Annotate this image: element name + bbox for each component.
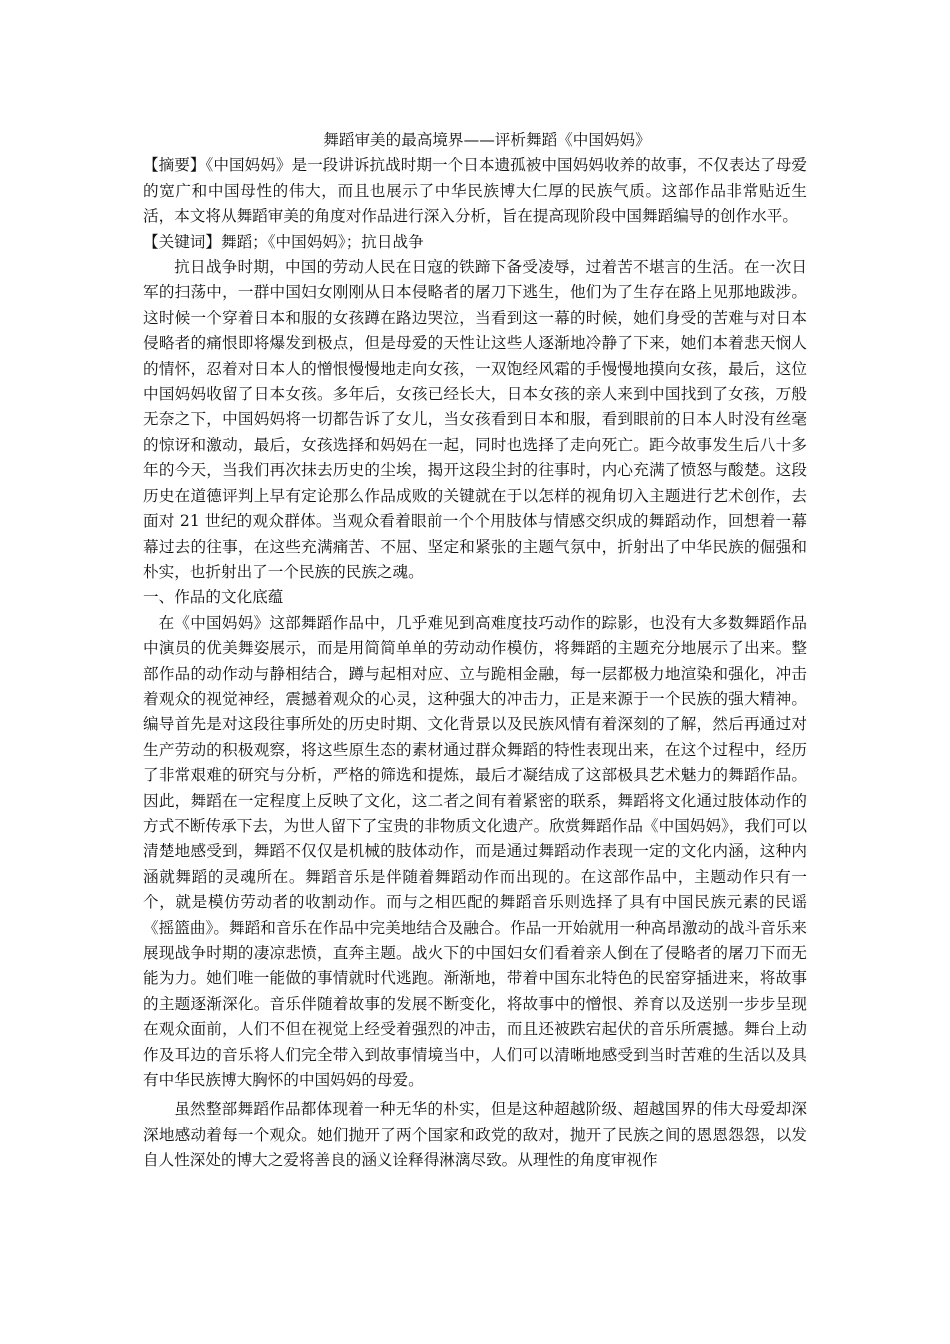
document-title: 舞蹈审美的最高境界——评析舞蹈《中国妈妈》 xyxy=(323,131,651,149)
final-paragraph: 虽然整部舞蹈作品都体现着一种无华的朴实，但是这种超越阶级、超越国界的伟大母爱却深深地感动着每一个观众。她们抛开了两个国家和政党的敌对，抛开了民族之间的恩恩怨怨，以发自人性深处的博大之爱将善良的涵义诠释得淋漓尽致。从理性的角度审视作 xyxy=(143,1100,807,1170)
document-page xyxy=(143,128,807,1174)
section-heading-culture: 一、作品的文化底蕴 xyxy=(143,588,284,607)
intro-paragraph: 抗日战争时期，中国的劳动人民在日寇的铁蹄下备受凌辱，过着苦不堪言的生活。在一次日军的扫荡中，一群中国妇女刚刚从日本侵略者的屠刀下逃生，他们为了生存在路上见那地跋涉。这时候一个穿着日本和服的女孩蹲在路边哭泣，当看到这一幕的时候，她们身受的苦难与对日本侵略者的痛恨即将爆发到极点，但是母爱的天性让这些人逐渐地冷静了下来，她们本着悲天悯人的情怀，忍着对日本人的憎恨慢慢地走向女孩，一双饱经风霜的手慢慢地摸向女孩，最后，这位中国妈妈收留了日本女孩。多年后，女孩已经长大，日本女孩的亲人来到中国找到了女孩，万般无奈之下，中国妈妈将一切都告诉了女儿，当女孩看到日本和服，看到眼前的日本人时没有丝毫的惊讶和激动，最后，女孩选择和妈妈在一起，同时也选择了走向死亡。距今故事发生后八十多年的今天，当我们再次抹去历史的尘埃，揭开这段尘封的往事时，内心充满了愤怒与酸楚。这段历史在道德评判上早有定论那么作品成败的关键就在于以怎样的视角切入主题进行艺术创作，去面对 21 世纪的观众群体。当观众看着眼前一个个用肢体与情感交织成的舞蹈动作，回想着一幕幕过去的往事，在这些充满痛苦、不屈、坚定和紧张的主题气氛中，折射出了中华民族的倔强和朴实，也折射出了一个民族的民族之魂。 xyxy=(143,258,807,581)
abstract-paragraph: 【摘要】《中国妈妈》是一段讲诉抗战时期一个日本遗孤被中国妈妈收养的故事，不仅表达了母爱的宽广和中国母性的伟大，而且也展示了中华民族博大仁厚的民族气质。这部作品非常贴近生活，本文将从舞蹈审美的角度对作品进行深入分析，旨在提高现阶段中国舞蹈编导的创作水平。 xyxy=(143,156,807,226)
section1-paragraph: 在《中国妈妈》这部舞蹈作品中，几乎难见到高难度技巧动作的踪影，也没有大多数舞蹈作品中演员的优美舞姿展示，而是用简简单单的劳动动作模仿，将舞蹈的主题充分地展示了出来。整部作品的动作动与静相结合，蹲与起相对应、立与跪相金融，每一层都极力地渲染和强化，冲击着观众的视觉神经，震撼着观众的心灵，这种强大的冲击力，正是来源于一个民族的强大精神。编导首先是对这段往事所处的历史时期、文化背景以及民族风情有着深刻的了解，然后再通过对生产劳动的积极观察，将这些原生态的素材通过群众舞蹈的特性表现出来，在这个过程中，经历了非常艰难的研究与分析，严格的筛选和提炼，最后才凝结成了这部极具艺术魅力的舞蹈作品。因此，舞蹈在一定程度上反映了文化，这二者之间有着紧密的联系，舞蹈将文化通过肢体动作的方式不断传承下去，为世人留下了宝贵的非物质文化遗产。欣赏舞蹈作品《中国妈妈》，我们可以清楚地感受到，舞蹈不仅仅是机械的肢体动作，而是通过舞蹈动作表现一定的文化内涵，这种内涵就舞蹈的灵魂所在。舞蹈音乐是伴随着舞蹈动作而出现的。在这部作品中，主题动作只有一个，就是模仿劳动者的收割动作。而与之相匹配的舞蹈音乐则选择了具有中国民族元素的民谣《摇篮曲》。舞蹈和音乐在作品中完美地结合及融合。作品一开始就用一种高昂激动的战斗音乐来展现战争时期的凄凉悲愤，直奔主题。战火下的中国妇女们看着亲人倒在了侵略者的屠刀下而无能为力。她们唯一能做的事情就时代逃跑。渐渐地，带着中国东北特色的民窑穿插进来，将故事的主题逐渐深化。音乐伴随着故事的发展不断变化，将故事中的憎恨、养育以及送别一步步呈现在观众面前，人们不但在视觉上经受着强烈的冲击，而且还被跌宕起伏的音乐所震撼。舞台上动作及耳边的音乐将人们完全带入到故事情境当中，人们可以清晰地感受到当时苦难的生活以及具有中华民族博大胸怀的中国妈妈的母爱。 xyxy=(143,613,807,1090)
keywords-line: 【关键词】舞蹈；《中国妈妈》；抗日战争 xyxy=(143,232,424,251)
